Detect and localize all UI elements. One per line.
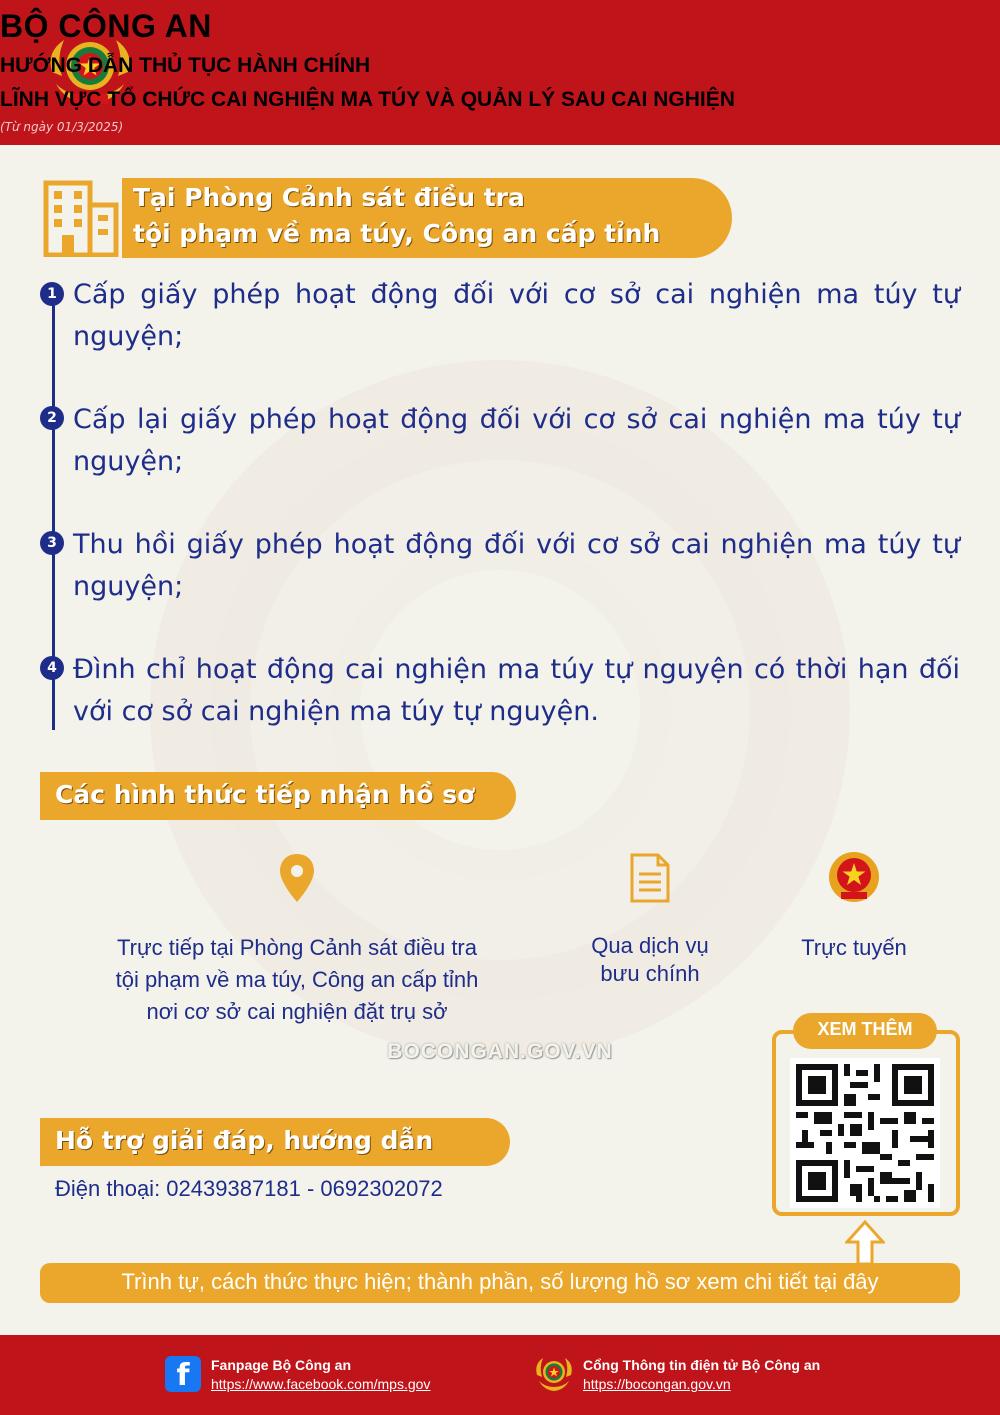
facebook-icon[interactable]: f xyxy=(165,1356,201,1392)
location-pin-icon xyxy=(278,852,316,904)
procedure-item-4: Đình chỉ hoạt động cai nghiện ma túy tự nguyện có thời hạn đối với cơ sở cai nghiện ma túy tự nguyện. xyxy=(73,654,960,727)
item-number-3: 3 xyxy=(40,531,64,555)
qr-code[interactable] xyxy=(790,1058,940,1208)
method-postal-line2: bưu chính xyxy=(600,961,700,986)
qr-label: XEM THÊM xyxy=(817,1019,913,1039)
header-subtitle-procedures: HƯỚNG DẪN THỦ TỤC HÀNH CHÍNH xyxy=(0,54,371,77)
building-icon xyxy=(40,177,120,257)
section3-title: Hỗ trợ giải đáp, hướng dẫn xyxy=(55,1126,434,1155)
header-title: BỘ CÔNG AN xyxy=(0,8,212,44)
method-in-person-line3: nơi cơ sở cai nghiện đặt trụ sở xyxy=(146,999,448,1024)
method-postal xyxy=(560,932,740,988)
method-online xyxy=(770,932,938,964)
method-postal-line1: Qua dịch vụ xyxy=(591,933,709,958)
national-emblem-icon xyxy=(827,850,881,904)
police-emblem-small-icon xyxy=(533,1355,575,1393)
document-icon xyxy=(628,852,672,904)
support-phone: Điện thoại: 02439387181 - 0692302072 xyxy=(55,1176,443,1201)
portal-title: Cổng Thông tin điện tử Bộ Công an xyxy=(583,1357,821,1373)
procedure-item-2: Cấp lại giấy phép hoạt động đối với cơ sở cai nghiện ma túy tự nguyện; xyxy=(73,404,960,477)
section1-title-line2: tội phạm về ma túy, Công an cấp tỉnh xyxy=(133,219,661,248)
method-in-person-line1: Trực tiếp tại Phòng Cảnh sát điều tra xyxy=(117,935,477,960)
site-watermark: BOCONGAN.GOV.VN xyxy=(387,1040,613,1063)
header-subtitle-field: LĨNH VỰC TỔ CHỨC CAI NGHIỆN MA TÚY VÀ QUẢN LÝ SAU CAI NGHIỆN xyxy=(0,88,735,111)
section2-title: Các hình thức tiếp nhận hồ sơ xyxy=(55,780,475,809)
details-link-text[interactable]: Trình tự, cách thức thực hiện; thành phần, số lượng hồ sơ xem chi tiết tại đây xyxy=(121,1269,879,1294)
item-number-4: 4 xyxy=(40,656,64,680)
item-number-1: 1 xyxy=(40,282,64,306)
footer-banner xyxy=(0,1335,1000,1415)
method-online-line1: Trực tuyến xyxy=(801,935,907,960)
section1-title xyxy=(133,180,723,252)
fanpage-link[interactable]: https://www.facebook.com/mps.gov xyxy=(211,1376,431,1392)
method-in-person-line2: tội phạm về ma túy, Công an cấp tỉnh xyxy=(115,967,479,992)
fanpage-title: Fanpage Bộ Công an xyxy=(211,1357,351,1373)
procedure-item-3: Thu hồi giấy phép hoạt động đối với cơ sở cai nghiện ma túy tự nguyện; xyxy=(73,529,960,602)
procedure-item-1: Cấp giấy phép hoạt động đối với cơ sở cai nghiện ma túy tự nguyện; xyxy=(73,279,960,352)
header-effective-date: (Từ ngày 01/3/2025) xyxy=(0,120,124,134)
portal-link[interactable]: https://bocongan.gov.vn xyxy=(583,1376,731,1392)
item-number-2: 2 xyxy=(40,406,64,430)
section1-title-line1: Tại Phòng Cảnh sát điều tra xyxy=(133,183,525,212)
arrow-up-icon xyxy=(845,1220,885,1266)
method-in-person xyxy=(80,932,514,1028)
